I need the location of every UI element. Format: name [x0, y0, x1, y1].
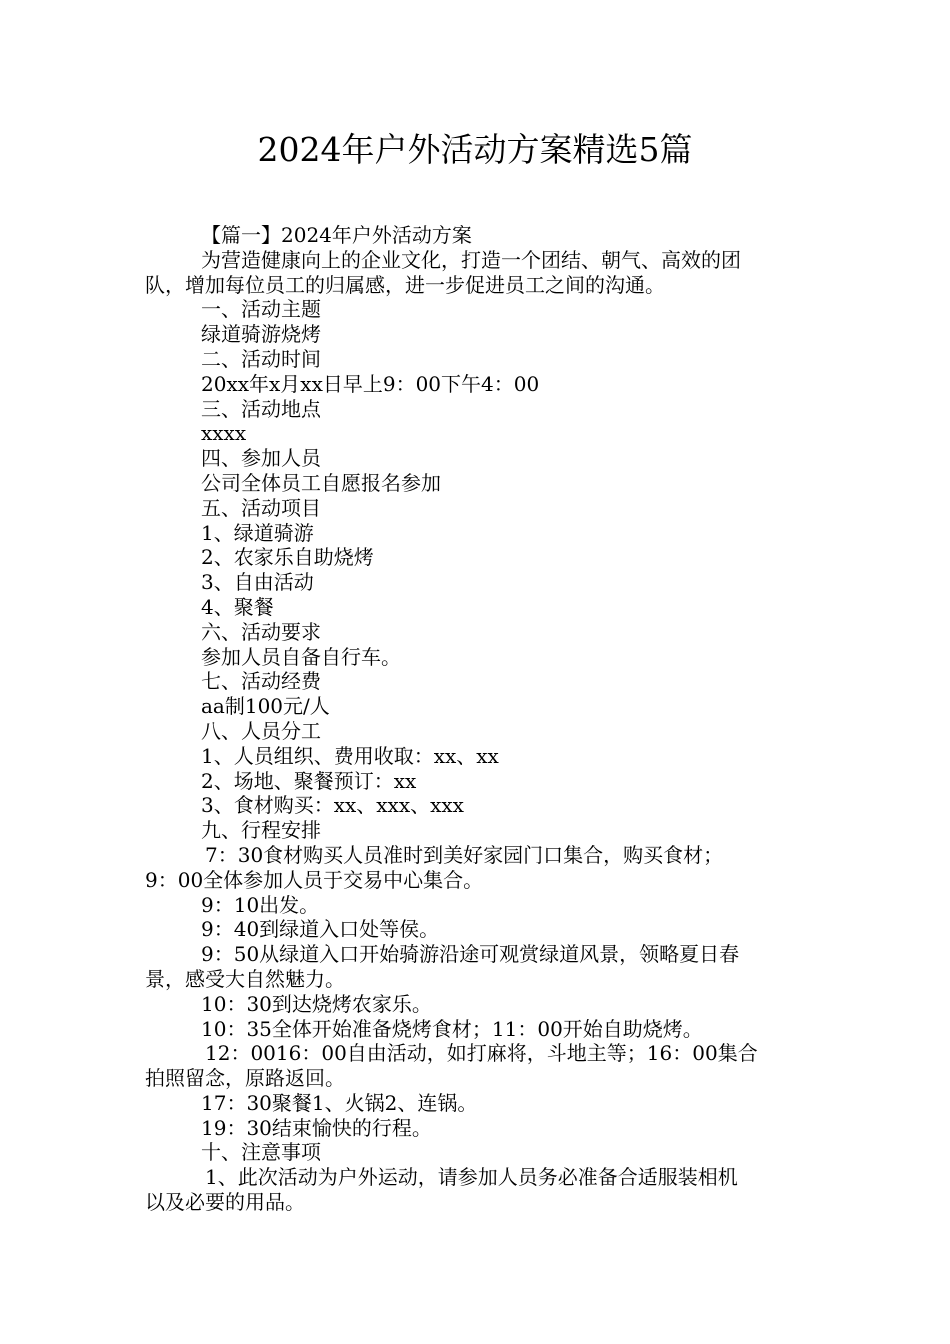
text-line: 9：50从绿道入口开始骑游沿途可观赏绿道风景，领略夏日春 — [201, 942, 740, 967]
text-line: 队，增加每位员工的归属感，进一步促进员工之间的沟通。 — [145, 272, 665, 297]
text-line: 三、活动地点 — [201, 396, 321, 421]
text-line: 一、活动主题 — [201, 297, 321, 322]
text-line: 2、场地、聚餐预订：xx — [201, 768, 417, 793]
text-line: 9：40到绿道入口处等侯。 — [201, 917, 440, 942]
text-line: 9：10出发。 — [201, 892, 320, 917]
text-line: 景，感受大自然魅力。 — [145, 966, 345, 991]
text-line: 10：30到达烧烤农家乐。 — [201, 991, 432, 1016]
text-line: 4、聚餐 — [201, 594, 274, 619]
text-line: 20xx年x月xx日早上9：00下午4：00 — [201, 371, 540, 396]
text-line: 公司全体员工自愿报名参加 — [201, 470, 441, 495]
text-line: 九、行程安排 — [201, 818, 321, 843]
text-line: 17：30聚餐1、火锅2、连锅。 — [201, 1090, 478, 1115]
text-line: 四、参加人员 — [201, 446, 321, 471]
text-line: 十、注意事项 — [201, 1140, 321, 1165]
text-line: 参加人员自备自行车。 — [201, 644, 401, 669]
text-line: 1、人员组织、费用收取：xx、xx — [201, 743, 499, 768]
text-line: aa制100元/人 — [201, 694, 330, 719]
text-line: 19：30结束愉快的行程。 — [201, 1115, 432, 1140]
text-line: 10：35全体开始准备烧烤食材；11：00开始自助烧烤。 — [201, 1016, 703, 1041]
text-line: 1、绿道骑游 — [201, 520, 314, 545]
text-line: 9：00全体参加人员于交易中心集合。 — [145, 867, 484, 892]
text-line: 拍照留念，原路返回。 — [145, 1066, 345, 1091]
text-line: 八、人员分工 — [201, 718, 321, 743]
text-line: 2、农家乐自助烧烤 — [201, 545, 374, 570]
text-line: 六、活动要求 — [201, 619, 321, 644]
text-line: 五、活动项目 — [201, 495, 321, 520]
text-line: 1、此次活动为户外运动，请参加人员务必准备合适服装相机 — [205, 1165, 738, 1190]
text-line: 【篇一】2024年户外活动方案 — [201, 223, 472, 247]
text-line: 七、活动经费 — [201, 669, 321, 694]
text-line: 3、自由活动 — [201, 570, 314, 595]
text-line: 3、食材购买：xx、xxx、xxx — [201, 793, 464, 818]
text-line: 二、活动时间 — [201, 346, 321, 371]
text-line: 7：30食材购买人员准时到美好家园门口集合，购买食材； — [205, 842, 724, 867]
text-line: 以及必要的用品。 — [145, 1190, 305, 1215]
document-title: 2024年户外活动方案精选5篇 — [257, 130, 693, 169]
text-line: xxxx — [201, 421, 247, 446]
text-line: 12：0016：00自由活动，如打麻将，斗地主等；16：00集合 — [205, 1041, 758, 1066]
text-line: 为营造健康向上的企业文化，打造一个团结、朝气、高效的团 — [201, 247, 741, 272]
document-body — [145, 223, 810, 1215]
text-line: 绿道骑游烧烤 — [201, 322, 321, 347]
